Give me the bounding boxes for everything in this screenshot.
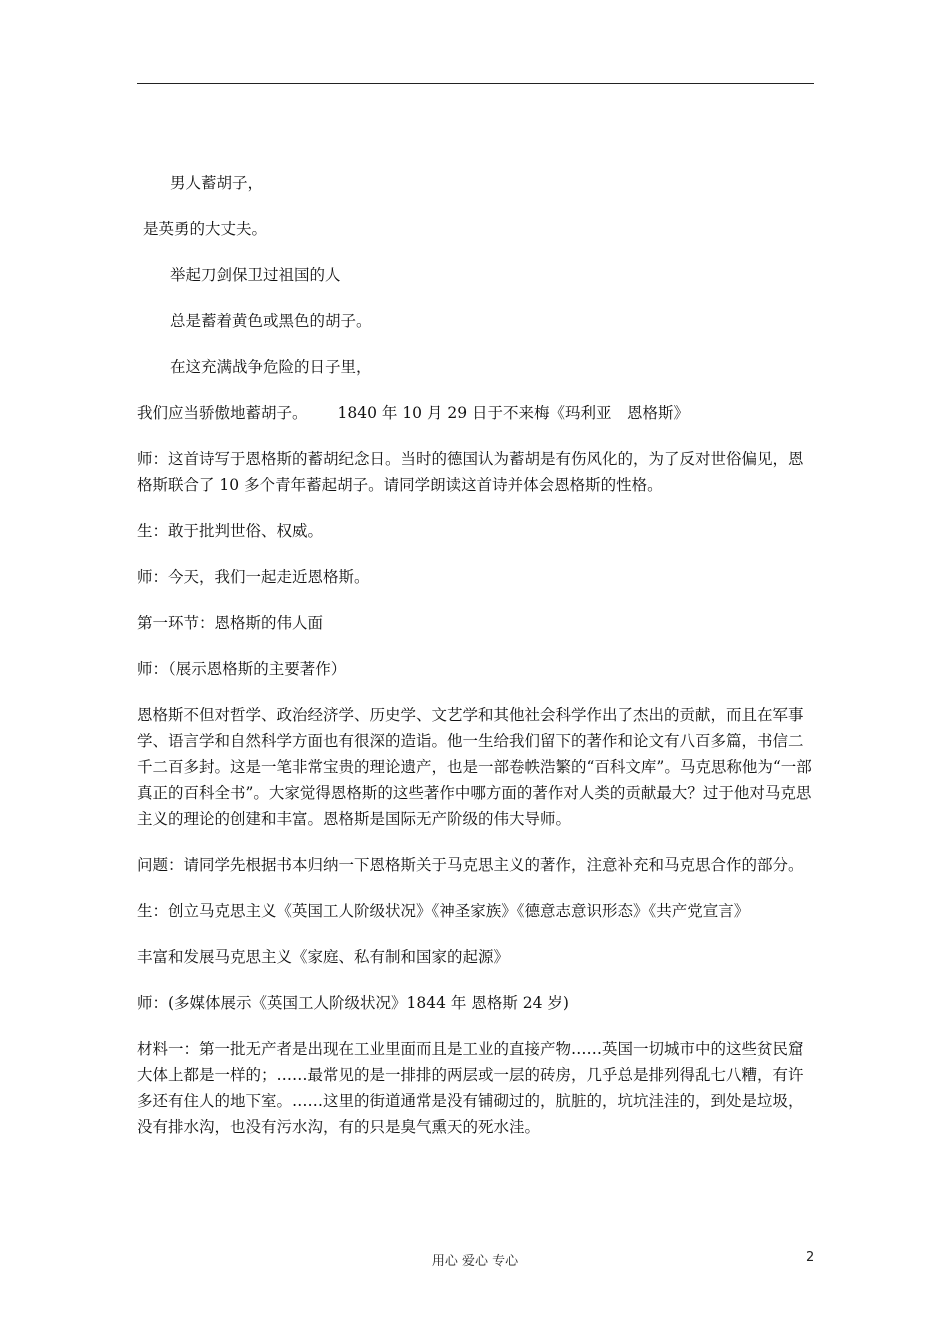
paragraph-teacher-today: 师：今天，我们一起走近恩格斯。 bbox=[137, 568, 370, 586]
poem-line-4: 总是蓄着黄色或黑色的胡子。 bbox=[170, 312, 372, 330]
poem-dateline: 1840 年 10 月 29 日于不来梅《玛利亚 恩格斯》 bbox=[337, 404, 690, 422]
footer-motto: 用心 爱心 专心 bbox=[431, 1254, 519, 1269]
paragraph-question: 问题：请同学先根据书本归纳一下恩格斯关于马克思主义的著作，注意补充和马克思合作的部分。 bbox=[137, 856, 804, 874]
paragraph-material-one: 材料一：第一批无产者是出现在工业里面而且是工业的直接产物……英国一切城市中的这些贫民窟大体上都是一样的；……最常见的是一排排的两层或一层的砖房，几乎总是排列得乱七八糟，有许多还有住人的地下室。……这里的街道通常是没有铺砌过的，肮脏的，坑坑洼洼的，到处是垃圾，没有排水沟，也没有污水沟，有的只是臭气熏天的死水洼。 bbox=[137, 1040, 804, 1136]
header-rule bbox=[137, 83, 814, 84]
poem-line-5: 在这充满战争危险的日子里， bbox=[170, 358, 372, 376]
paragraph-student-answer: 生：敢于批判世俗、权威。 bbox=[137, 522, 324, 540]
paragraph-engels-contributions: 恩格斯不但对哲学、政治经济学、历史学、文艺学和其他社会科学作出了杰出的贡献，而且在军事学、语言学和自然科学方面也有很深的造诣。他一生给我们留下的著作和论文有八百多篇，书信二千二百多封。这是一笔非常宝贵的理论遗产，也是一部卷帙浩繁的“百科文库”。马克思称他为“一部真正的百科全书”。大家觉得恩格斯的这些著作中哪方面的著作对人类的贡献最大？过于他对马克思主义的理论的创建和丰富。恩格斯是国际无产阶级的伟大导师。 bbox=[137, 706, 812, 828]
section-heading-first-part: 第一环节：恩格斯的伟人面 bbox=[137, 614, 324, 632]
poem-line-1: 男人蓄胡子， bbox=[170, 174, 264, 192]
page-number: 2 bbox=[806, 1250, 815, 1265]
poem-line-2: 是英勇的大丈夫。 bbox=[143, 220, 268, 238]
poem-line-6: 我们应当骄傲地蓄胡子。 bbox=[137, 404, 308, 422]
paragraph-teacher-show-works: 师：（展示恩格斯的主要著作） bbox=[137, 660, 347, 678]
poem-line-3: 举起刀剑保卫过祖国的人 bbox=[170, 266, 341, 284]
document-body bbox=[137, 170, 815, 1140]
paragraph-develop-marxism: 丰富和发展马克思主义《家庭、私有制和国家的起源》 bbox=[137, 948, 510, 966]
paragraph-student-works: 生：创立马克思主义《英国工人阶级状况》《神圣家族》《德意志意识形态》《共产党宣言》 bbox=[137, 902, 750, 920]
paragraph-teacher-multimedia: 师：(多媒体展示《英国工人阶级状况》1844 年 恩格斯 24 岁) bbox=[137, 994, 569, 1012]
paragraph-teacher-intro: 师：这首诗写于恩格斯的蓄胡纪念日。当时的德国认为蓄胡是有伤风化的，为了反对世俗偏见，恩格斯联合了 10 多个青年蓄起胡子。请同学朗读这首诗并体会恩格斯的性格。 bbox=[137, 450, 804, 494]
poem-last-line-with-dateline bbox=[137, 400, 815, 426]
